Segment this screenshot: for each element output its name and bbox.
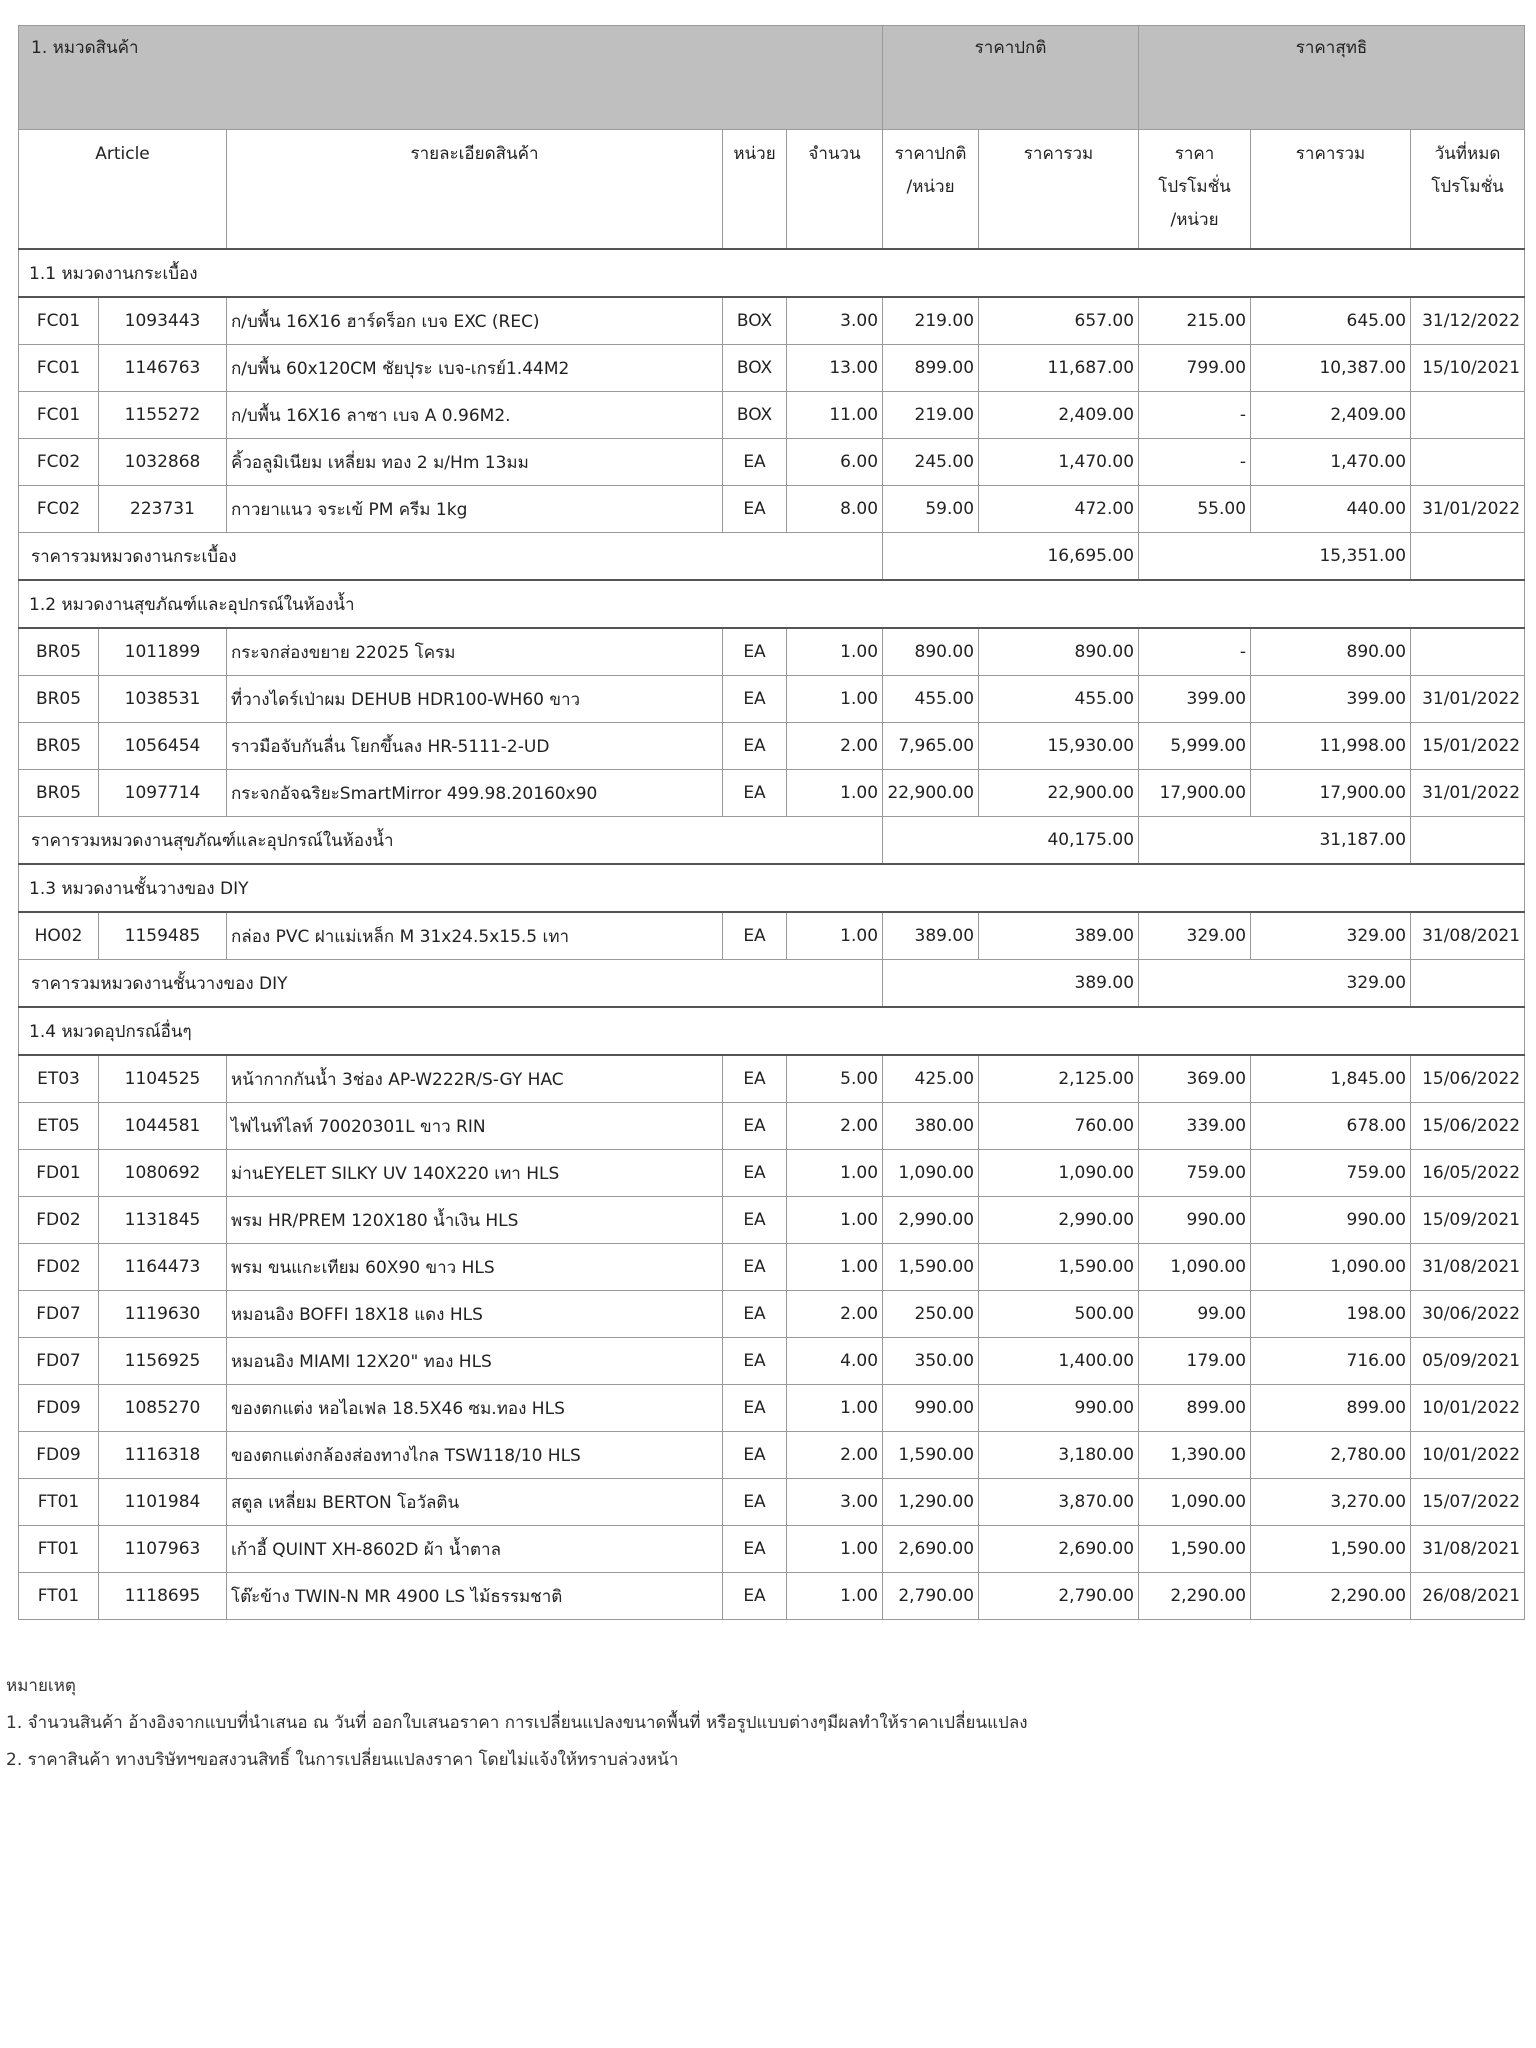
item-net-total: 399.00 (1251, 676, 1411, 723)
item-code: FD01 (19, 1150, 99, 1197)
subtotal-row (19, 817, 1525, 865)
item-code: FC02 (19, 486, 99, 533)
item-net-total: 329.00 (1251, 912, 1411, 960)
item-unit-price: 2,990.00 (883, 1197, 979, 1244)
item-total: 1,400.00 (979, 1338, 1139, 1385)
item-promo-price: 179.00 (1139, 1338, 1251, 1385)
category-row (19, 1007, 1525, 1055)
item-net-total: 17,900.00 (1251, 770, 1411, 817)
item-unit: EA (723, 1291, 787, 1338)
item-net-total: 1,590.00 (1251, 1526, 1411, 1573)
item-total: 472.00 (979, 486, 1139, 533)
item-unit: EA (723, 1103, 787, 1150)
subtotal-label: ราคารวมหมวดงานสุขภัณฑ์และอุปกรณ์ในห้องน้ำ (19, 817, 883, 865)
item-promo-price: 369.00 (1139, 1055, 1251, 1103)
item-total: 389.00 (979, 912, 1139, 960)
item-unit-price: 380.00 (883, 1103, 979, 1150)
category-title: 1.2 หมวดงานสุขภัณฑ์และอุปกรณ์ในห้องน้ำ (19, 580, 1525, 628)
item-qty: 3.00 (787, 1479, 883, 1526)
item-article: 1038531 (99, 676, 227, 723)
item-promo-end-date (1411, 439, 1525, 486)
item-net-total: 2,780.00 (1251, 1432, 1411, 1479)
item-total: 657.00 (979, 297, 1139, 345)
item-net-total: 890.00 (1251, 628, 1411, 676)
item-article: 1131845 (99, 1197, 227, 1244)
subtotal-blank (1411, 533, 1525, 581)
item-promo-end-date (1411, 392, 1525, 439)
item-article: 1107963 (99, 1526, 227, 1573)
note-line: 2. ราคาสินค้า ทางบริษัทฯขอสงวนสิทธิ์ ในการเปลี่ยนแปลงราคา โดยไม่แจ้งให้ทราบล่วงหน้า (6, 1750, 679, 1770)
table-row (19, 1197, 1525, 1244)
item-code: FD09 (19, 1432, 99, 1479)
item-total: 11,687.00 (979, 345, 1139, 392)
item-unit-price: 7,965.00 (883, 723, 979, 770)
item-promo-price: - (1139, 439, 1251, 486)
item-promo-price: 759.00 (1139, 1150, 1251, 1197)
table-row (19, 1573, 1525, 1620)
item-qty: 1.00 (787, 1526, 883, 1573)
item-description: ม่านEYELET SILKY UV 140X220 เทา HLS (227, 1150, 723, 1197)
item-promo-end-date: 30/06/2022 (1411, 1291, 1525, 1338)
item-description: พรม HR/PREM 120X180 น้ำเงิน HLS (227, 1197, 723, 1244)
category-title: 1.3 หมวดงานชั้นวางของ DIY (19, 864, 1525, 912)
item-unit: EA (723, 1150, 787, 1197)
normal-price-group-header: ราคาปกติ (883, 26, 1139, 130)
table-row (19, 1526, 1525, 1573)
item-qty: 6.00 (787, 439, 883, 486)
table-row (19, 1479, 1525, 1526)
item-promo-end-date: 31/08/2021 (1411, 912, 1525, 960)
item-unit: EA (723, 439, 787, 486)
item-qty: 1.00 (787, 1385, 883, 1432)
item-promo-price: 990.00 (1139, 1197, 1251, 1244)
item-total: 2,990.00 (979, 1197, 1139, 1244)
item-unit-price: 2,790.00 (883, 1573, 979, 1620)
item-qty: 5.00 (787, 1055, 883, 1103)
item-total: 990.00 (979, 1385, 1139, 1432)
table-row (19, 1385, 1525, 1432)
item-article: 1032868 (99, 439, 227, 486)
item-total: 890.00 (979, 628, 1139, 676)
item-article: 1116318 (99, 1432, 227, 1479)
item-net-total: 10,387.00 (1251, 345, 1411, 392)
table-row (19, 676, 1525, 723)
item-total: 22,900.00 (979, 770, 1139, 817)
col-net-total: ราคารวม (1251, 130, 1411, 250)
subtotal-blank (1411, 960, 1525, 1008)
table-row (19, 1055, 1525, 1103)
item-net-total: 198.00 (1251, 1291, 1411, 1338)
item-code: BR05 (19, 770, 99, 817)
item-qty: 1.00 (787, 912, 883, 960)
table-row (19, 345, 1525, 392)
item-code: FD07 (19, 1338, 99, 1385)
item-unit-price: 350.00 (883, 1338, 979, 1385)
item-unit: EA (723, 912, 787, 960)
item-code: ET03 (19, 1055, 99, 1103)
item-total: 2,409.00 (979, 392, 1139, 439)
item-description: หมอนอิง BOFFI 18X18 แดง HLS (227, 1291, 723, 1338)
item-unit: EA (723, 1432, 787, 1479)
item-promo-end-date: 26/08/2021 (1411, 1573, 1525, 1620)
item-unit: EA (723, 486, 787, 533)
subtotal-blank (1411, 817, 1525, 865)
table-row (19, 628, 1525, 676)
item-total: 2,690.00 (979, 1526, 1139, 1573)
item-description: กล่อง PVC ฝาแม่เหล็ก M 31x24.5x15.5 เทา (227, 912, 723, 960)
item-article: 1156925 (99, 1338, 227, 1385)
item-net-total: 11,998.00 (1251, 723, 1411, 770)
item-total: 2,125.00 (979, 1055, 1139, 1103)
item-article: 1146763 (99, 345, 227, 392)
item-description: โต๊ะข้าง TWIN-N MR 4900 LS ไม้ธรรมชาติ (227, 1573, 723, 1620)
category-title: 1.1 หมวดงานกระเบื้อง (19, 249, 1525, 297)
item-net-total: 759.00 (1251, 1150, 1411, 1197)
item-promo-end-date: 31/01/2022 (1411, 486, 1525, 533)
item-description: คิ้วอลูมิเนียม เหลี่ยม ทอง 2 ม/Hm 13มม (227, 439, 723, 486)
item-description: ที่วางไดร์เป่าผม DEHUB HDR100-WH60 ขาว (227, 676, 723, 723)
item-article: 1056454 (99, 723, 227, 770)
item-promo-price: 99.00 (1139, 1291, 1251, 1338)
item-description: หมอนอิง MIAMI 12X20" ทอง HLS (227, 1338, 723, 1385)
subtotal-normal: 40,175.00 (883, 817, 1139, 865)
item-description: หน้ากากกันน้ำ 3ช่อง AP-W222R/S-GY HAC (227, 1055, 723, 1103)
item-unit-price: 1,290.00 (883, 1479, 979, 1526)
item-article: 1118695 (99, 1573, 227, 1620)
table-row (19, 486, 1525, 533)
item-promo-price: - (1139, 628, 1251, 676)
subtotal-label: ราคารวมหมวดงานชั้นวางของ DIY (19, 960, 883, 1008)
item-net-total: 1,845.00 (1251, 1055, 1411, 1103)
notes (6, 1668, 1028, 1779)
item-article: 1097714 (99, 770, 227, 817)
item-description: กาวยาแนว จระเข้ PM ครีม 1kg (227, 486, 723, 533)
col-total: ราคารวม (979, 130, 1139, 250)
item-net-total: 645.00 (1251, 297, 1411, 345)
table-row (19, 912, 1525, 960)
item-unit-price: 2,690.00 (883, 1526, 979, 1573)
item-net-total: 990.00 (1251, 1197, 1411, 1244)
item-total: 3,180.00 (979, 1432, 1139, 1479)
table-row (19, 392, 1525, 439)
item-unit: BOX (723, 297, 787, 345)
item-promo-price: 329.00 (1139, 912, 1251, 960)
table-row (19, 1291, 1525, 1338)
item-article: 1119630 (99, 1291, 227, 1338)
item-promo-price: 399.00 (1139, 676, 1251, 723)
item-qty: 11.00 (787, 392, 883, 439)
item-total: 500.00 (979, 1291, 1139, 1338)
item-code: FT01 (19, 1573, 99, 1620)
subtotal-label: ราคารวมหมวดงานกระเบื้อง (19, 533, 883, 581)
table-row (19, 439, 1525, 486)
subtotal-row (19, 533, 1525, 581)
item-promo-price: 17,900.00 (1139, 770, 1251, 817)
item-promo-end-date: 10/01/2022 (1411, 1432, 1525, 1479)
item-promo-end-date: 31/08/2021 (1411, 1526, 1525, 1573)
item-code: BR05 (19, 628, 99, 676)
item-article: 1085270 (99, 1385, 227, 1432)
item-qty: 8.00 (787, 486, 883, 533)
item-description: ก/บพื้น 60x120CM ชัยปุระ เบจ-เกรย์1.44M2 (227, 345, 723, 392)
item-promo-end-date: 15/09/2021 (1411, 1197, 1525, 1244)
item-net-total: 899.00 (1251, 1385, 1411, 1432)
item-description: ไฟไนท์ไลท์ 70020301L ขาว RIN (227, 1103, 723, 1150)
item-code: FC02 (19, 439, 99, 486)
item-promo-price: 799.00 (1139, 345, 1251, 392)
item-unit: EA (723, 723, 787, 770)
col-unit: หน่วย (723, 130, 787, 250)
item-promo-price: 55.00 (1139, 486, 1251, 533)
item-unit: BOX (723, 392, 787, 439)
item-description: ของตกแต่ง หอไอเฟล 18.5X46 ซม.ทอง HLS (227, 1385, 723, 1432)
item-promo-price: 1,090.00 (1139, 1244, 1251, 1291)
item-article: 1044581 (99, 1103, 227, 1150)
item-qty: 1.00 (787, 1150, 883, 1197)
item-unit: EA (723, 1055, 787, 1103)
table-row (19, 1244, 1525, 1291)
item-net-total: 3,270.00 (1251, 1479, 1411, 1526)
item-promo-end-date: 10/01/2022 (1411, 1385, 1525, 1432)
category-title: 1.4 หมวดอุปกรณ์อื่นๆ (19, 1007, 1525, 1055)
item-total: 760.00 (979, 1103, 1139, 1150)
item-promo-price: 2,290.00 (1139, 1573, 1251, 1620)
item-unit-price: 219.00 (883, 392, 979, 439)
item-article: 1093443 (99, 297, 227, 345)
table-row (19, 1338, 1525, 1385)
notes-title: หมายเหตุ (6, 1676, 76, 1696)
subtotal-net: 31,187.00 (1139, 817, 1411, 865)
item-net-total: 2,290.00 (1251, 1573, 1411, 1620)
item-promo-end-date: 15/06/2022 (1411, 1103, 1525, 1150)
table-row (19, 723, 1525, 770)
item-unit: EA (723, 1385, 787, 1432)
item-net-total: 1,470.00 (1251, 439, 1411, 486)
item-total: 455.00 (979, 676, 1139, 723)
item-promo-price: 1,590.00 (1139, 1526, 1251, 1573)
item-description: สตูล เหลี่ยม BERTON โอวัลติน (227, 1479, 723, 1526)
item-net-total: 716.00 (1251, 1338, 1411, 1385)
item-unit: EA (723, 1244, 787, 1291)
item-total: 1,470.00 (979, 439, 1139, 486)
item-article: 1101984 (99, 1479, 227, 1526)
item-promo-end-date: 31/01/2022 (1411, 676, 1525, 723)
item-article: 1080692 (99, 1150, 227, 1197)
item-promo-price: 899.00 (1139, 1385, 1251, 1432)
item-promo-price: 5,999.00 (1139, 723, 1251, 770)
category-row (19, 249, 1525, 297)
item-article: 1155272 (99, 392, 227, 439)
item-code: FT01 (19, 1479, 99, 1526)
item-unit-price: 219.00 (883, 297, 979, 345)
item-qty: 2.00 (787, 1432, 883, 1479)
item-code: HO02 (19, 912, 99, 960)
item-qty: 3.00 (787, 297, 883, 345)
item-code: FT01 (19, 1526, 99, 1573)
item-promo-price: 1,090.00 (1139, 1479, 1251, 1526)
item-description: กระจกอัจฉริยะSmartMirror 499.98.20160x90 (227, 770, 723, 817)
item-promo-end-date: 05/09/2021 (1411, 1338, 1525, 1385)
item-unit-price: 1,590.00 (883, 1432, 979, 1479)
subtotal-row (19, 960, 1525, 1008)
category-row (19, 864, 1525, 912)
item-total: 15,930.00 (979, 723, 1139, 770)
item-promo-price: 215.00 (1139, 297, 1251, 345)
table-row (19, 1150, 1525, 1197)
item-unit: EA (723, 628, 787, 676)
item-promo-end-date: 16/05/2022 (1411, 1150, 1525, 1197)
item-code: FD09 (19, 1385, 99, 1432)
section-title: 1. หมวดสินค้า (19, 26, 883, 130)
item-code: FD02 (19, 1244, 99, 1291)
item-unit-price: 990.00 (883, 1385, 979, 1432)
item-unit: EA (723, 770, 787, 817)
item-qty: 2.00 (787, 1103, 883, 1150)
item-qty: 1.00 (787, 676, 883, 723)
item-article: 1011899 (99, 628, 227, 676)
item-net-total: 678.00 (1251, 1103, 1411, 1150)
item-unit-price: 389.00 (883, 912, 979, 960)
category-row (19, 580, 1525, 628)
col-promo-price: ราคา โปรโมชั่น /หน่วย (1139, 130, 1251, 250)
item-net-total: 440.00 (1251, 486, 1411, 533)
item-qty: 2.00 (787, 1291, 883, 1338)
col-qty: จำนวน (787, 130, 883, 250)
item-unit-price: 455.00 (883, 676, 979, 723)
item-promo-end-date (1411, 628, 1525, 676)
item-unit: EA (723, 1479, 787, 1526)
item-unit-price: 899.00 (883, 345, 979, 392)
item-promo-end-date: 31/08/2021 (1411, 1244, 1525, 1291)
item-description: ก/บพื้น 16X16 ฮาร์ดร็อก เบจ EXC (REC) (227, 297, 723, 345)
item-promo-end-date: 15/07/2022 (1411, 1479, 1525, 1526)
item-unit-price: 425.00 (883, 1055, 979, 1103)
item-promo-end-date: 31/12/2022 (1411, 297, 1525, 345)
col-promo-end-date: วันที่หมด โปรโมชั่น (1411, 130, 1525, 250)
table-row (19, 1432, 1525, 1479)
item-article: 1104525 (99, 1055, 227, 1103)
table-row (19, 1103, 1525, 1150)
item-net-total: 1,090.00 (1251, 1244, 1411, 1291)
item-unit: EA (723, 1573, 787, 1620)
item-unit-price: 250.00 (883, 1291, 979, 1338)
col-article: Article (19, 130, 227, 250)
table-row (19, 770, 1525, 817)
col-unit-price: ราคาปกติ /หน่วย (883, 130, 979, 250)
item-net-total: 2,409.00 (1251, 392, 1411, 439)
subtotal-normal: 389.00 (883, 960, 1139, 1008)
item-unit: BOX (723, 345, 787, 392)
net-price-group-header: ราคาสุทธิ (1139, 26, 1525, 130)
item-description: ราวมือจับกันลื่น โยกขึ้นลง HR-5111-2-UD (227, 723, 723, 770)
col-description: รายละเอียดสินค้า (227, 130, 723, 250)
item-code: FC01 (19, 392, 99, 439)
header-row-columns (19, 130, 1525, 250)
item-qty: 1.00 (787, 1573, 883, 1620)
item-promo-price: 339.00 (1139, 1103, 1251, 1150)
subtotal-normal: 16,695.00 (883, 533, 1139, 581)
item-qty: 2.00 (787, 723, 883, 770)
item-qty: 1.00 (787, 1244, 883, 1291)
quotation-table (18, 25, 1525, 1620)
item-promo-end-date: 15/06/2022 (1411, 1055, 1525, 1103)
item-code: FD07 (19, 1291, 99, 1338)
item-total: 1,090.00 (979, 1150, 1139, 1197)
item-total: 1,590.00 (979, 1244, 1139, 1291)
item-code: FC01 (19, 297, 99, 345)
subtotal-net: 329.00 (1139, 960, 1411, 1008)
item-promo-price: 1,390.00 (1139, 1432, 1251, 1479)
item-qty: 1.00 (787, 1197, 883, 1244)
item-unit-price: 1,090.00 (883, 1150, 979, 1197)
item-unit-price: 59.00 (883, 486, 979, 533)
item-total: 3,870.00 (979, 1479, 1139, 1526)
item-qty: 4.00 (787, 1338, 883, 1385)
item-description: ของตกแต่งกล้องส่องทางไกล TSW118/10 HLS (227, 1432, 723, 1479)
subtotal-net: 15,351.00 (1139, 533, 1411, 581)
item-description: ก/บพื้น 16X16 ลาซา เบจ A 0.96M2. (227, 392, 723, 439)
item-article: 223731 (99, 486, 227, 533)
table-row (19, 297, 1525, 345)
item-code: FD02 (19, 1197, 99, 1244)
item-unit: EA (723, 1197, 787, 1244)
item-article: 1164473 (99, 1244, 227, 1291)
item-description: กระจกส่องขยาย 22025 โครม (227, 628, 723, 676)
item-unit: EA (723, 676, 787, 723)
item-total: 2,790.00 (979, 1573, 1139, 1620)
item-code: BR05 (19, 676, 99, 723)
item-promo-end-date: 15/10/2021 (1411, 345, 1525, 392)
item-unit-price: 22,900.00 (883, 770, 979, 817)
item-code: FC01 (19, 345, 99, 392)
item-promo-price: - (1139, 392, 1251, 439)
item-unit: EA (723, 1526, 787, 1573)
note-line: 1. จำนวนสินค้า อ้างอิงจากแบบที่นำเสนอ ณ วันที่ ออกใบเสนอราคา การเปลี่ยนแปลงขนาดพื้นที่ หรือรูปแบบต่างๆมีผลทำให้ราคาเปลี่ยนแปลง (6, 1713, 1028, 1733)
item-qty: 1.00 (787, 770, 883, 817)
item-description: พรม ขนแกะเทียม 60X90 ขาว HLS (227, 1244, 723, 1291)
item-unit-price: 1,590.00 (883, 1244, 979, 1291)
item-qty: 13.00 (787, 345, 883, 392)
item-promo-end-date: 31/01/2022 (1411, 770, 1525, 817)
item-description: เก้าอี้ QUINT XH-8602D ผ้า น้ำตาล (227, 1526, 723, 1573)
item-unit-price: 245.00 (883, 439, 979, 486)
item-code: ET05 (19, 1103, 99, 1150)
item-code: BR05 (19, 723, 99, 770)
item-promo-end-date: 15/01/2022 (1411, 723, 1525, 770)
header-row-groups (19, 26, 1525, 130)
item-unit-price: 890.00 (883, 628, 979, 676)
item-unit: EA (723, 1338, 787, 1385)
item-qty: 1.00 (787, 628, 883, 676)
item-article: 1159485 (99, 912, 227, 960)
